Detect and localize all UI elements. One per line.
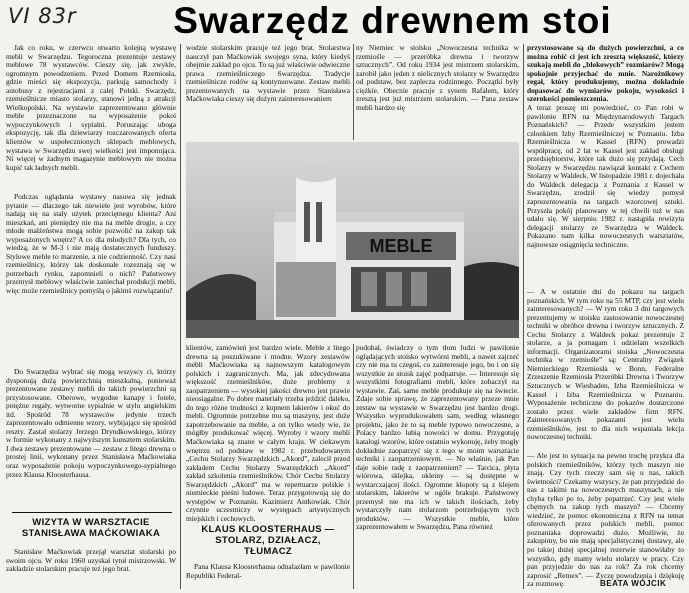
paragraph: Jak co roku, w czerwcu otwarto kolejną wystawę mebli w Swarzędzu. Tegoroczna prezentuje zestawy meblowe 78 wystawców. Cieszy się, jak zwykle, ogromnym powodzeniem. Przed Domem Rzemiosła, gdzie mieści się ekspozycja, parkują samochody i autobusy z rejestracjami z całej Polski. Swarzędz, rzemieślnicze miasto stolarzy, stanowi jedną z atrakcji Wielkopolski. Na wystawie zaprezentowano głównie meble przeznaczone na wyposażenie pokoi wypoczynkowych i sypialni. Poruszając uboga ekspozycję, tak dla dziewiarzy rozczarowanych oferta klientów w uspołecznionych sklepach meblowych, wystawa w Swarzędzu swej wielkości jest imponująca. Ni więcej w żadnym magazynie meblowym nie można kupić tak ładnych mebli. (6, 43, 176, 172)
subhead-line: TŁUMACZ (243, 546, 292, 557)
column-1b (6, 193, 176, 365)
paragraph: Do Swarzędza wybrać się mogą wszyscy ci, którzy dysponują dużą powierzchnią mieszkalną, ponieważ prezentowane zestawy mebli do takich powierzchni są przystosowane. Oberowe, wygodne kanapy i fotele, potężne regały, wytworne sypialnie w stylu angielskim itd. Spośród 78 wystawców jedynie trzech zaprezentowało odmienne wzory, wybijające się spośród reszty. Zastał stolarzy Jerzego Dryndkowskiego, którzy w formie wykonany z najwyższym kunsztem stolarskim. I dwa zestawy prezentowane — zestaw z litego drewna o prostej linii, wykonany przez Stanisława Maćkowiaka oraz wyposażenie pokoju wypoczynkowego-sypialnego przez Klausa Kloosterhausa. (6, 367, 176, 479)
column-rule (180, 44, 181, 589)
subhead-mid (186, 524, 350, 557)
divider (12, 512, 172, 513)
paragraph: A teraz proszę mi powiedzieć, co Pan robi w pawilonie RFN na Międzynarodowych Targach Poznańskich? — Przede wszystkim jestem członkiem Izby Rzemieślniczej w Poznaniu. Izba Rzemieślnicza w Kassel (RFN) prowadzi współpracę, od 2 lat w Kassel jest zakład obsługi przedsiębiorstw, które tak dużo się przydają. Cech Stolarzy w Swarzędzu nawiązał kontakt z Cechem Stolarzy w Waldeck. W listopadzie 1981 r. dojechała do Waldeck delegacja z Poznania z Kassel w Swarzędzu, zrodził się wiedzy pomysł zaprezentowania na targach wzorcowej sztuki. Przyszła pokój planowany w tej chwili tuż w nas udało się. W sierpniu 1982 r. nastąpiła rewizyta delegacji stolarzy ze Swarzędza w Waldeck. Pokazano nam kilka nowoczesnych warsztatów, najnowsze osiągnięcia techniczne. (527, 103, 684, 249)
building-illustration (186, 142, 519, 338)
column-1 (6, 44, 176, 192)
paragraph: przystosowane są do dużych powierzchni, a co można robić ci jest ich zresztą większość, którzy szukają mebli do „blokowych” rozmiarów? Mogą spokojnie przyjechać do mnie. Narożnikowy regał, który produkujemy, można dokładnie dopasować do wymiarów pokoju, wysokości i szerokości pomieszczenia. (527, 43, 684, 104)
column-rule (353, 344, 354, 589)
column-1d (6, 548, 176, 590)
column-4b (527, 104, 684, 284)
paragraph: ny Niemiec w stolsku „Nowoczesna technika w rzemiośle — przeróbka drewna i tworzyw sztucznych”. Od roku 1934 jest mistrzem stolarskim, zarobił jako jeden z nielicznych stolarzy w Swarzędzu od podstaw, bez zaplecza rodzinnego. Początki były ciężkie. Obecnie pracuje z synem Rafałem, który zresztą jest już mistrzem stolarskim. — Pana zestaw mebli bardzo się (356, 43, 519, 112)
building-photo (186, 142, 519, 338)
paragraph: podobał, świadczy o tym tłum ludzi w pawilonie oglądających stoisko wytwórni mebli, a nawet zajrzeć czy nie ma tu czegoś, co zainteresuje jego, bo i on się wszystkie ze stoisk zajęć podpatruje. — Interesuje się wszystkimi fotografiami mebli, które zobaczył na wystawie. Zaś, same meble produkuje się na świecie. Zdaje sobie sprawę, że zaprezentowany przeze mnie zestaw na wystawie w Swarzędzu jest bardzo drogi. Wszystko wyprodukowałem sam, według własnego projektu, jako że to są meble typowo nowoczesne, a Polacy bardzo lubią nowości w domu. Przygotuję katalogi wzorów, które ostatnio wykonuję, żeby mogły dokładnie zaopatrzyć się z tego w moim warsztacie techniki i zaopatrzeniowym. — No właśnie, jak Pan daje sobie radę z zaopatrzeniem? — Tarcica, płyta wiórowa, sklejka, okleiny — są dostępne w wystarczającej ilości. Ogromne kłopoty są z klejem stolarskim, lakierów w ogóle brakuje. Państwowy przemysł nie ma ich w takich ilościach, żeby wystarczyły nam stolarzom potrzebującym tych produktów. — Wszystkie meble, które zaprezentowałem w Swarzędzu, Pana również (356, 343, 519, 532)
paragraph: klientów, zamówień jest bardzo wiele. Meble z litego drewna są poszukiwane i modne. Wzory zestawów mebli Maćkowiaka są najnowszym katalogowym polskich i zagranicznych. Ma, jak zdecydowana większość rzemieślników, duże problemy z zaopatrzeniem — wysokiej jakości drewno jest prawie nieosiągalne. Po dobre materiały trzeba jeździć daleko, do tego różne trudności z kupnem lakierów i okuć do mebli. Ogromnie potrzebne mu są maszyny, jest duże zapotrzebowanie na meble, a on tylko wtedy wie, że mógłby produkować więcej. Wyroby i wzory mebli Maćkowiaka są znane w całym kraju. W ciekawym wnętrzu od podstaw w 1982 r. przebudowanym „Cechu Stolarzy Swarzędzkich „Akord”, zalecił przed zakładem Cechu Stolarzy Swarzędzkich „Akord” zakład szkolenia rzemieślników. Chór Cechu Stolarzy Swarzędzkich „Akord” ma w repertuarze polskie i niemieckie pieśni ludowe. Teraz przygotowują się do występów w Poznaniu. Kazimierz Antkowiak. Chór czynnie uczestniczy w występach artystycznych miejskich i cechowych. (186, 343, 350, 523)
author-signature: BEATA WÓJCIK (600, 579, 667, 588)
headline: Swarzędz drewnem stoi (173, 0, 612, 41)
column-4 (527, 44, 684, 102)
paragraph: Podczas oglądania wystawy nasuwa się jednak pytanie — dlaczego tak niewiele jest wyrobów, które nadają się na stały użytek przeciętnego klienta? Ani mieszkań, ani pieniędzy nie ma na meble drogie, a czy młode małżeństwa mogą sobie pozwolić na zakup tak wyposażonych wnętrz? A co dla młodych? Dla tych, co wiedzą, że w M-3 i nie mają dostatecznych funduszy. Stylowe meble to marzenie, a nie codzienność. Czy nasi rzemieślnicy, którzy tak doskonale rozeznają się w potrzebach rynku, zapomnieli o nich? Państwowy przemysł meblowy właściwie zaniechał produkcji mebli, więc może rzemieślnicy pomyślą o jakimś rozwiązaniu? (6, 192, 176, 296)
handwritten-note: VI 83r (8, 4, 77, 28)
column-3 (356, 44, 519, 138)
paragraph: — Ale jest to sytuacja na pewno trochę przykra dla polskich rzemieślników, którzy tych maszyn nie znają. Czy tych rzeczy sam się u nas, takich świetności? Czekamy wszyscy, że pan przyjedzie do nas z takimi na nowoczesnych maszynach, a nie chyba tylko po to, żeby popatrzeć. Czy jest wielu chętnych na zakup tych maszyn? — Chcemy wiedzieć, że pomoc ekonomiczna z RFN na temat oferowanych przez polskich mebli, pomoc poznaniaka doprowadzi dużo. Możliwie, że zakupimy, bo nie mają specjalistycznej dostawy, ale po takiej dużej specjalnej rezerwie stanowiłaby to wszystko, gdy mamy wielu stolarzy w pracy. Czy pan przyjedzie do nas za rok? Za rok chcemy zaprosić „Remex”. — Życzę powodzenia i dziękuję za rozmowę. (527, 451, 684, 589)
column-rule (353, 44, 354, 140)
column-2c (186, 563, 350, 590)
column-rule (523, 44, 524, 589)
column-3b (356, 344, 519, 590)
subhead-left (6, 517, 176, 539)
paragraph: — A w ostatnie dni do pokazu na targach poznańskich. W tym roku na 55 MTP, czy jest wielu zainteresowanych? — W tym roku 3 dni targowych prezentujemy w stoisku zastosowanie nowoczesnej techniki w obróbce drewna i tworzyw sztucznych. Z Cechu Stolarzy z Waldeck pokaz prezentuje 2 stolarze, a ja pomagam i udzielam wszelkich informacji. Organizatorami stoiska „Nowoczesna technika w rzemiośle” są: Centralny Związek Niemieckiego Rzemiosła w Bonn, Federalne Zrzeszenie Rzemiosła Przeróbki Drewna i Tworzyw Sztucznych w Wiesbaden, Izba Rzemieślnicza w Kassel i Izba Rzemieślnicza w Poznaniu. Wyposażenie techniczne do pokazów dostarczone zostało przez wiele zakładów firm RFN. Zainteresowanych pokazami jest wielu rzemieślników, jest to dla nich wspaniała lekcja nowoczesnej techniki. (527, 287, 684, 442)
meble-sign: MEBLE (369, 236, 433, 256)
column-4c (527, 288, 684, 450)
paragraph: Pana Klausa Kloosterhausa odnalazłam w pawilonie Republiki Federal- (186, 562, 350, 580)
subhead-line: KLAUS KLOOSTERHAUS — (201, 524, 335, 535)
column-1c (6, 368, 176, 503)
paragraph: wodzie stolarskim pracuje też jego brat. Stolarstwa nauczył pan Maćkowiak swojego syna, który kiedyś obejmie zakład po ojcu. To są już właściwie odwieczne prawa rzemieślniczego Swarzędza. Tradycje rzemieślnicze rodów są kontynuowane. Zestaw mebli prezentowanych na wystawie przez Stanisława Maćkowiaka cieszy się dużym zainteresowaniem (186, 43, 350, 104)
paragraph: Stanisław Maćkowiak przejął warsztat stolarski po swoim ojcu. W roku 1960 uzyskał tytuł mistrzowski. W zakładzie stolarskim pracuje też jego brat. (6, 547, 176, 574)
column-2b (186, 344, 350, 521)
subhead-line: STOLARZ, DZIAŁACZ, (215, 535, 321, 546)
subhead-line: STANISŁAWA MAĆKOWIAKA (21, 528, 161, 539)
column-2 (186, 44, 350, 138)
subhead-line: WIZYTA W WARSZTACIE (32, 517, 150, 528)
